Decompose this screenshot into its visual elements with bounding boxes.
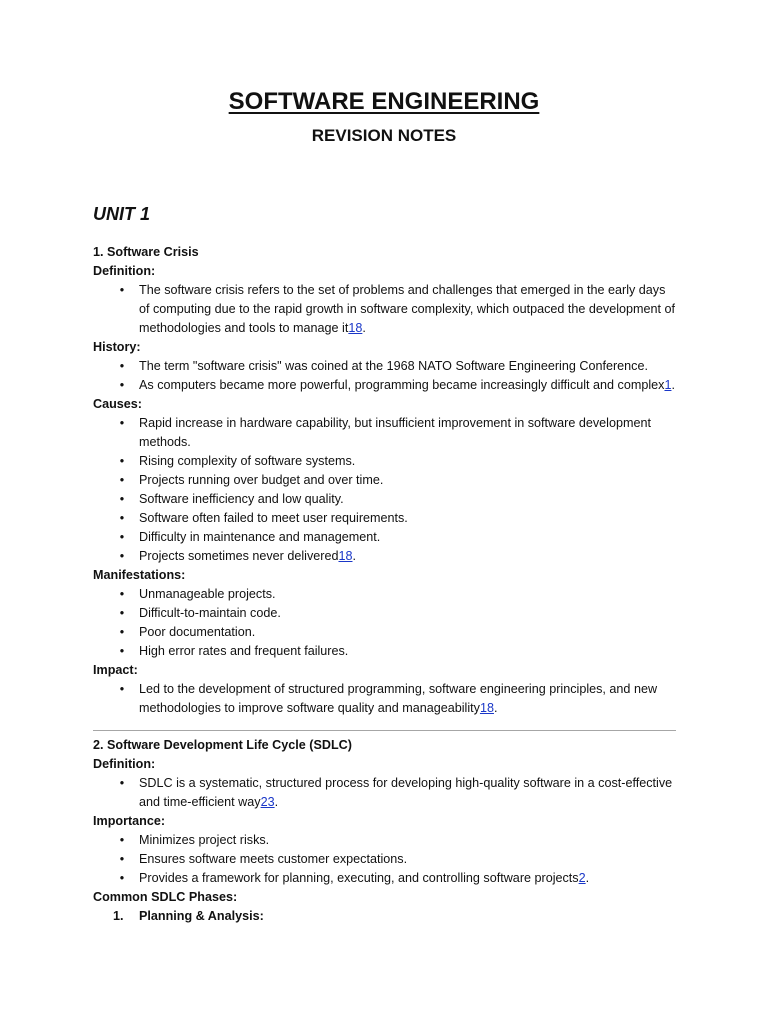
list-item: • Poor documentation. [93,623,678,642]
section-heading-sdlc: 2. Software Development Life Cycle (SDLC) [93,738,352,752]
list-item: • The term "software crisis" was coined at the 1968 NATO Software Engineering Conference. [93,357,678,376]
bullet-icon: • [119,644,125,658]
bullet-icon: • [119,871,125,885]
list-item: • Difficult-to-maintain code. [93,604,678,623]
bullet-icon: • [119,283,125,297]
list-item: 1. Planning & Analysis: [93,907,678,926]
list-item: • The software crisis refers to the set of problems and challenges that emerged in the early days of computing due to the rapid growth in software complexity, which outpaced the development of methodologies and tools to manage it18. [93,281,678,338]
manifestations-label: Manifestations: [93,568,186,582]
history-label: History: [93,340,141,354]
bullet-icon: • [119,378,125,392]
bullet-icon: • [119,359,125,373]
list-item: • Provides a framework for planning, executing, and controlling software projects2. [93,869,678,888]
manifestations-list [93,585,678,661]
unit-heading: UNIT 1 [93,204,151,224]
list-item: • High error rates and frequent failures. [93,642,678,661]
definition-label: Definition: [93,757,156,771]
section-heading-software-crisis: 1. Software Crisis [93,245,199,259]
list-item: • Difficulty in maintenance and management. [93,528,678,547]
list-item: • Software often failed to meet user requirements. [93,509,678,528]
document-subtitle: REVISION NOTES [311,126,457,145]
bullet-icon: • [119,416,125,430]
history-list [93,357,678,395]
causes-label: Causes: [93,397,142,411]
reference-link[interactable]: 1 [664,378,672,392]
bullet-icon: • [119,454,125,468]
reference-link[interactable]: 18 [348,321,363,335]
causes-list [93,414,678,566]
list-item: • Rising complexity of software systems. [93,452,678,471]
list-item: • Projects running over budget and over time. [93,471,678,490]
importance-label: Importance: [93,814,166,828]
list-item: • Ensures software meets customer expectations. [93,850,678,869]
impact-label: Impact: [93,663,138,677]
reference-link[interactable]: 18 [338,549,353,563]
bullet-icon: • [119,492,125,506]
impact-list [93,680,678,718]
section-divider [93,730,676,731]
bullet-icon: • [119,606,125,620]
phases-label: Common SDLC Phases: [93,890,238,904]
bullet-icon: • [119,511,125,525]
bullet-icon: • [119,852,125,866]
list-item: • Minimizes project risks. [93,831,678,850]
reference-link[interactable]: 23 [260,795,275,809]
list-item: • SDLC is a systematic, structured process for developing high-quality software in a cost-effective and time-efficient way23. [93,774,678,812]
document-title-block [0,88,768,116]
definition-list [93,281,678,338]
phases-list [93,907,678,926]
reference-link[interactable]: 18 [479,701,494,715]
document-title: SOFTWARE ENGINEERING [228,88,540,115]
definition-list [93,774,678,812]
reference-link[interactable]: 2 [578,871,586,885]
bullet-icon: • [119,682,125,696]
definition-label: Definition: [93,264,156,278]
list-item: • Led to the development of structured programming, software engineering principles, and new methodologies to improve software quality and manageability18. [93,680,678,718]
bullet-icon: • [119,833,125,847]
list-item: • Unmanageable projects. [93,585,678,604]
list-item: • Software inefficiency and low quality. [93,490,678,509]
list-item: • As computers became more powerful, programming became increasingly difficult and complex1. [93,376,678,395]
bullet-icon: • [119,473,125,487]
bullet-icon: • [119,625,125,639]
list-number: 1. [113,909,124,923]
bullet-icon: • [119,587,125,601]
list-item: • Rapid increase in hardware capability, but insufficient improvement in software development methods. [93,414,678,452]
document-body [93,243,678,926]
bullet-icon: • [119,776,125,790]
importance-list [93,831,678,888]
list-item: • Projects sometimes never delivered18. [93,547,678,566]
bullet-icon: • [119,549,125,563]
bullet-icon: • [119,530,125,544]
